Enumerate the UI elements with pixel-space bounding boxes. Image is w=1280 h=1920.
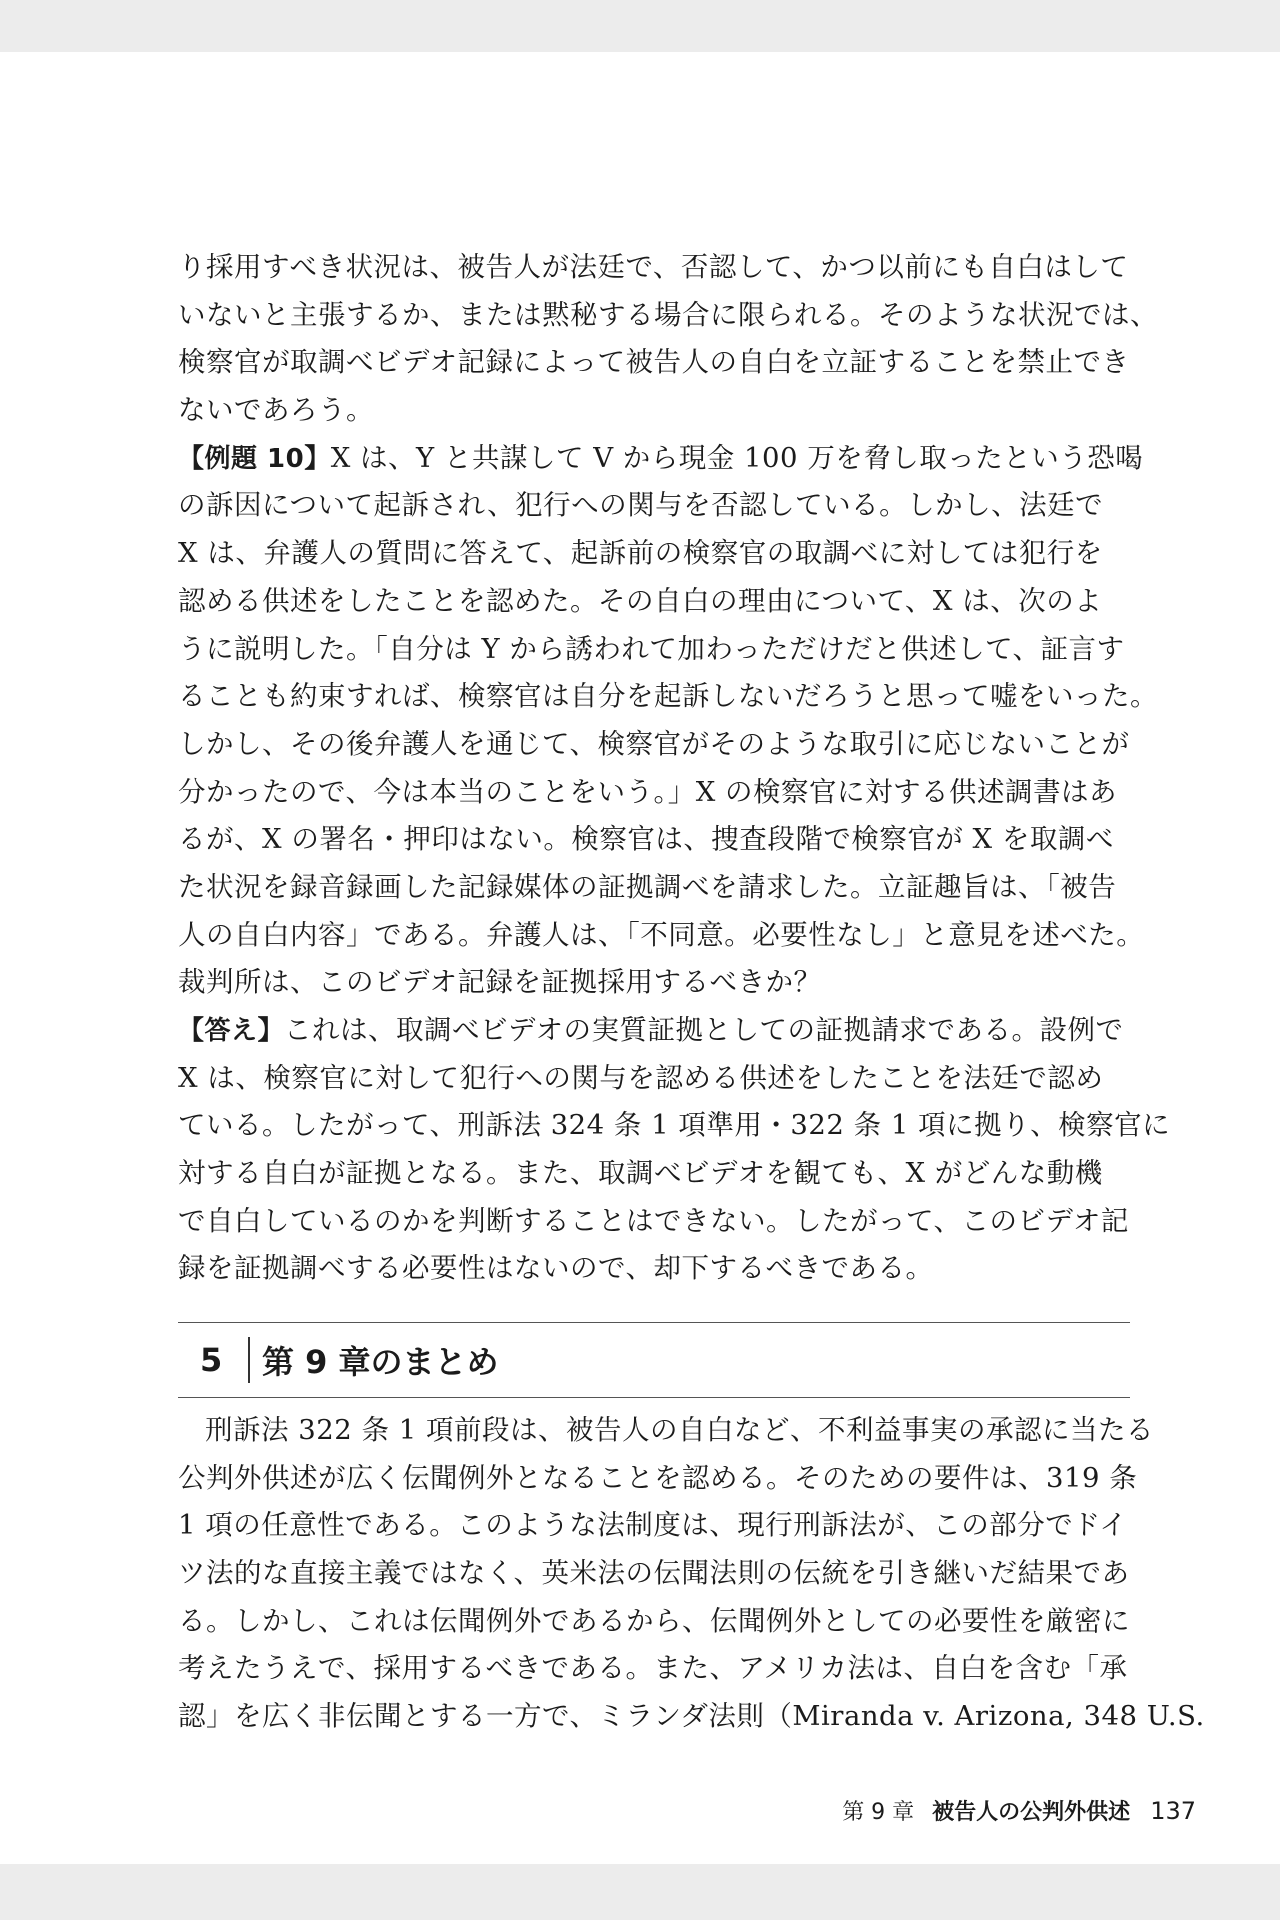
- text-line: た状況を録音録画した記録媒体の証拠調べを請求した。立証趣旨は、「被告: [178, 870, 1117, 903]
- section-heading: [178, 1322, 1130, 1398]
- text-line: 考えたうえで、採用するべきである。また、アメリカ法は、自白を含む「承: [178, 1652, 1128, 1685]
- text-line: 分かったので、今は本当のことをいう。」X の検察官に対する供述調書はあ: [178, 775, 1118, 808]
- text-line: 刑訴法 322 条 1 項前段は、被告人の自白など、不利益事実の承認に当たる: [205, 1414, 1154, 1446]
- text-line: 録を証拠調べする必要性はないので、却下するべきである。: [178, 1252, 934, 1285]
- body-text-summary: [178, 1407, 1205, 1741]
- footer-chapter: 第 9 章: [842, 1800, 915, 1825]
- text-line: 検察官が取調べビデオ記録によって被告人の自白を立証することを禁止でき: [178, 346, 1130, 379]
- text-line: 認」を広く非伝聞とする一方で、ミランダ法則（Miranda v. Arizona, 348 U.S.: [178, 1700, 1205, 1733]
- text-line: ている。したがって、刑訴法 324 条 1 項準用・322 条 1 項に拠り、検察官に: [178, 1109, 1171, 1142]
- text-line: 対する自白が証拠となる。また、取調べビデオを観ても、X がどんな動機: [178, 1157, 1103, 1190]
- text-line: 認める供述をしたことを認めた。その自白の理由について、X は、次のよ: [178, 584, 1103, 617]
- footer-title: 被告人の公判外供述: [932, 1800, 1131, 1825]
- text-line: る。しかし、これは伝聞例外であるから、伝聞例外としての必要性を厳密に: [178, 1604, 1130, 1637]
- text-line: 裁判所は、このビデオ記録を証拠採用するべきか？: [178, 966, 822, 999]
- text-line: しかし、その後弁護人を通じて、検察官がそのような取引に応じないことが: [178, 727, 1130, 760]
- example-label: 【例題 10】: [178, 443, 331, 474]
- text-line: X は、検察官に対して犯行への関与を認める供述をしたことを法廷で認め: [178, 1061, 1104, 1094]
- text-line: いないと主張するか、または黙秘する場合に限られる。そのような状況では、: [178, 298, 1158, 331]
- answer-first-line: [178, 1007, 1138, 1055]
- example-first-line: [178, 435, 1144, 483]
- text-line: 1 項の任意性である。このような法制度は、現行刑訴法が、この部分でドイ: [178, 1509, 1128, 1542]
- text-line: るが、X の署名・押印はない。検察官は、捜査段階で検察官が X を取調べ: [178, 823, 1114, 856]
- text-line: X は、弁護人の質問に答えて、起訴前の検察官の取調べに対しては犯行を: [178, 537, 1103, 570]
- text-line: ツ法的な直接主義ではなく、英米法の伝聞法則の伝統を引き継いだ結果であ: [178, 1557, 1130, 1590]
- text-line: ないであろう。: [178, 394, 374, 427]
- answer-label: 【答え】: [178, 1016, 285, 1046]
- text-line: の訴因について起訴され、犯行への関与を否認している。しかし、法廷で: [178, 489, 1104, 522]
- text-line: 人の自白内容」である。弁護人は、「不同意。必要性なし」と意見を述べた。: [178, 918, 1145, 951]
- running-footer: [842, 1796, 1196, 1828]
- book-page: [0, 52, 1280, 1864]
- body-text-top: [178, 244, 1171, 1293]
- text-line: うに説明した。「自分は Y から誘われて加わっただけだと供述して、証言す: [178, 632, 1125, 665]
- page-number: 137: [1150, 1797, 1196, 1825]
- answer-text: これは、取調べビデオの実質証拠としての証拠請求である。設例で: [284, 1014, 1124, 1046]
- text-line: ることも約束すれば、検察官は自分を起訴しないだろうと思って嘘をいった。: [178, 680, 1158, 713]
- section-divider: [248, 1337, 250, 1383]
- section-title: 第 9 章のまとめ: [262, 1343, 499, 1381]
- example-text: X は、Y と共謀して V から現金 100 万を脅し取ったという恐喝: [330, 441, 1144, 474]
- section-number: 5: [200, 1341, 223, 1379]
- text-line: り採用すべき状況は、被告人が法廷で、否認して、かつ以前にも自白はして: [178, 251, 1129, 283]
- text-line: 公判外供述が広く伝聞例外となることを認める。そのための要件は、319 条: [178, 1461, 1138, 1494]
- text-line: で自白しているのかを判断することはできない。したがって、このビデオ記: [178, 1204, 1129, 1237]
